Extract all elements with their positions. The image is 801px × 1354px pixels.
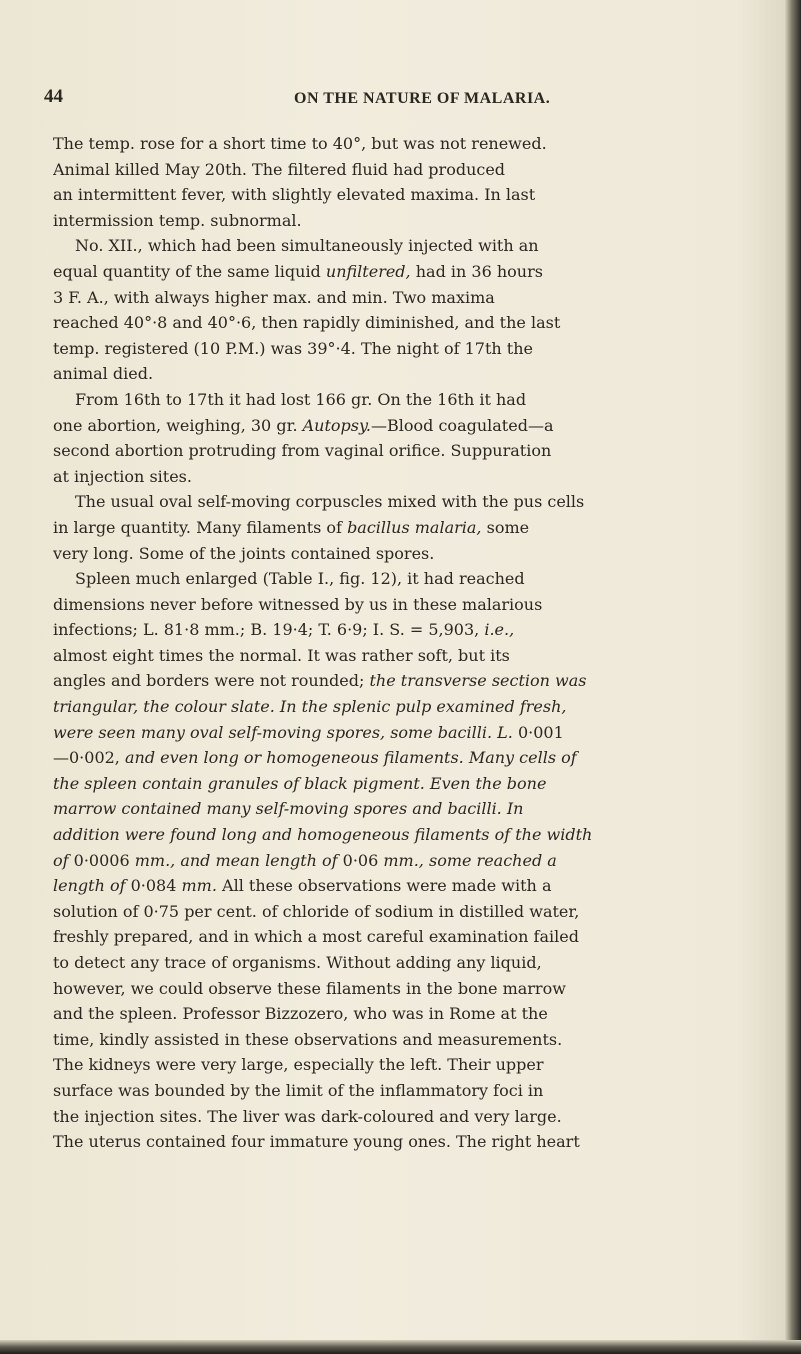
italic-text-segment: mm., and mean length of: [134, 850, 338, 870]
text-line: [53, 233, 791, 259]
italic-text-segment: bacillus malaria,: [347, 517, 482, 537]
text-segment: animal died.: [53, 364, 154, 384]
text-segment: The temp. rose for a short time to 40°, but was not renewed.: [53, 134, 547, 153]
text-line: [53, 848, 791, 874]
italic-text-segment: mm.: [181, 876, 217, 896]
text-line: [53, 694, 791, 720]
text-line: [53, 157, 791, 183]
text-line: [53, 489, 791, 515]
text-segment: time, kindly assisted in these observations and measurements.: [53, 1029, 563, 1049]
text-line: [53, 720, 791, 746]
text-segment: equal quantity of the same liquid: [53, 261, 326, 281]
text-segment: surface was bounded by the limit of the inflammatory foci in: [53, 1080, 544, 1100]
text-line: [53, 336, 791, 362]
text-line: [53, 1078, 791, 1104]
page-header: [44, 86, 744, 114]
text-segment: angles and borders were not rounded;: [53, 671, 370, 691]
text-line: [53, 1052, 791, 1078]
text-line: [53, 541, 791, 567]
italic-text-segment: unfiltered,: [325, 261, 411, 281]
text-segment: in large quantity. Many filaments of: [53, 517, 348, 537]
text-segment: very long. Some of the joints contained spores.: [53, 543, 435, 563]
text-segment: temp. registered (10 P.M.) was 39°·4. The night of 17th the: [53, 338, 533, 358]
italic-text-segment: Autopsy.: [302, 415, 371, 435]
text-segment: Animal killed May 20th. The filtered fluid had produced: [53, 159, 506, 179]
text-segment: Spleen much enlarged (Table I., fig. 12), it had reached: [75, 569, 525, 589]
text-segment: freshly prepared, and in which a most careful examination failed: [53, 927, 579, 947]
italic-text-segment: triangular, the colour slate. In the splenic pulp examined fresh,: [53, 697, 567, 717]
text-line: [53, 617, 791, 643]
text-segment: solution of 0·75 per cent. of chloride of sodium in distilled water,: [53, 901, 580, 921]
text-line: [53, 182, 791, 208]
text-line: [53, 873, 791, 899]
italic-text-segment: addition were found long and homogeneous filaments of the width: [53, 825, 593, 845]
text-segment: The kidneys were very large, especially the left. Their upper: [53, 1055, 544, 1075]
italic-text-segment: marrow contained many self-moving spores and bacilli. In: [53, 799, 524, 819]
text-line: [53, 1027, 791, 1053]
text-segment: to detect any trace of organisms. Without adding any liquid,: [53, 953, 542, 972]
text-segment: reached 40°·8 and 40°·6, then rapidly diminished, and the last: [53, 313, 561, 333]
text-line: [53, 771, 791, 797]
text-segment: one abortion, weighing, 30 gr.: [53, 415, 303, 435]
text-segment: 0·0006: [68, 850, 135, 870]
page-bottom-shadow: [0, 1340, 801, 1354]
text-line: [53, 1104, 791, 1130]
running-title: ON THE NATURE OF MALARIA.: [294, 90, 551, 107]
italic-text-segment: length of: [53, 876, 126, 896]
page-edge-shadow: [785, 0, 801, 1354]
italic-text-segment: and even long or homogeneous filaments. Many cells of: [124, 748, 577, 768]
text-segment: an intermittent fever, with slightly elevated maxima. In last: [53, 185, 536, 205]
text-segment: second abortion protruding from vaginal orifice. Suppuration: [53, 441, 552, 461]
text-segment: 0·06: [337, 850, 384, 870]
text-segment: at injection sites.: [53, 466, 192, 486]
text-segment: the injection sites. The liver was dark-coloured and very large.: [53, 1106, 562, 1126]
text-segment: had in 36 hours: [410, 261, 543, 281]
text-segment: —0·002,: [53, 748, 125, 768]
text-segment: The uterus contained four immature young ones. The right heart: [53, 1132, 580, 1152]
text-segment: and the spleen. Professor Bizzozero, who was in Rome at the: [53, 1004, 548, 1024]
italic-text-segment: the transverse section was: [369, 671, 587, 691]
italic-text-segment: the spleen contain granules of black pigment. Even the bone: [53, 773, 547, 793]
text-segment: All these observations were made with a: [216, 876, 552, 896]
text-line: [53, 361, 791, 387]
italic-text-segment: i.e.,: [484, 620, 515, 640]
text-segment: dimensions never before witnessed by us in these malarious: [53, 594, 543, 614]
text-line: [53, 592, 791, 618]
text-segment: The usual oval self-moving corpuscles mixed with the pus cells: [75, 492, 585, 512]
text-segment: —Blood coagulated—a: [371, 415, 554, 435]
text-line: [53, 1129, 791, 1155]
text-segment: some: [481, 517, 530, 537]
italic-text-segment: mm., some reached a: [383, 850, 557, 870]
text-line: [53, 668, 791, 694]
text-segment: infections; L. 81·8 mm.; B. 19·4; T. 6·9; I. S. = 5,903,: [53, 620, 485, 640]
text-line: [53, 976, 791, 1002]
text-line: [53, 387, 791, 413]
text-line: [53, 745, 791, 771]
text-segment: 0·001: [512, 722, 564, 742]
text-line: [53, 464, 791, 490]
text-segment: almost eight times the normal. It was rather soft, but its: [53, 645, 510, 665]
text-line: [53, 1001, 791, 1027]
text-segment: 3 F. A., with always higher max. and min. Two maxima: [53, 287, 495, 307]
text-segment: From 16th to 17th it had lost 166 gr. On the 16th it had: [75, 389, 527, 409]
text-line: [53, 131, 791, 157]
text-line: [53, 259, 791, 285]
text-line: [53, 208, 791, 234]
text-line: [53, 515, 791, 541]
italic-text-segment: were seen many oval self-moving spores, some bacilli. L.: [53, 722, 513, 742]
text-line: [53, 950, 791, 976]
text-segment: 0·084: [125, 876, 182, 896]
body-text: [53, 131, 791, 1155]
italic-text-segment: of: [53, 850, 69, 870]
text-line: [53, 899, 791, 925]
text-segment: No. XII., which had been simultaneously injected with an: [75, 236, 539, 256]
text-line: [53, 413, 791, 439]
page-number: 44: [44, 86, 63, 107]
text-line: [53, 796, 791, 822]
text-line: [53, 822, 791, 848]
text-line: [53, 924, 791, 950]
text-line: [53, 438, 791, 464]
text-line: [53, 310, 791, 336]
text-segment: intermission temp. subnormal.: [53, 210, 302, 230]
text-segment: however, we could observe these filaments in the bone marrow: [53, 978, 566, 998]
text-line: [53, 285, 791, 311]
text-line: [53, 643, 791, 669]
text-line: [53, 566, 791, 592]
